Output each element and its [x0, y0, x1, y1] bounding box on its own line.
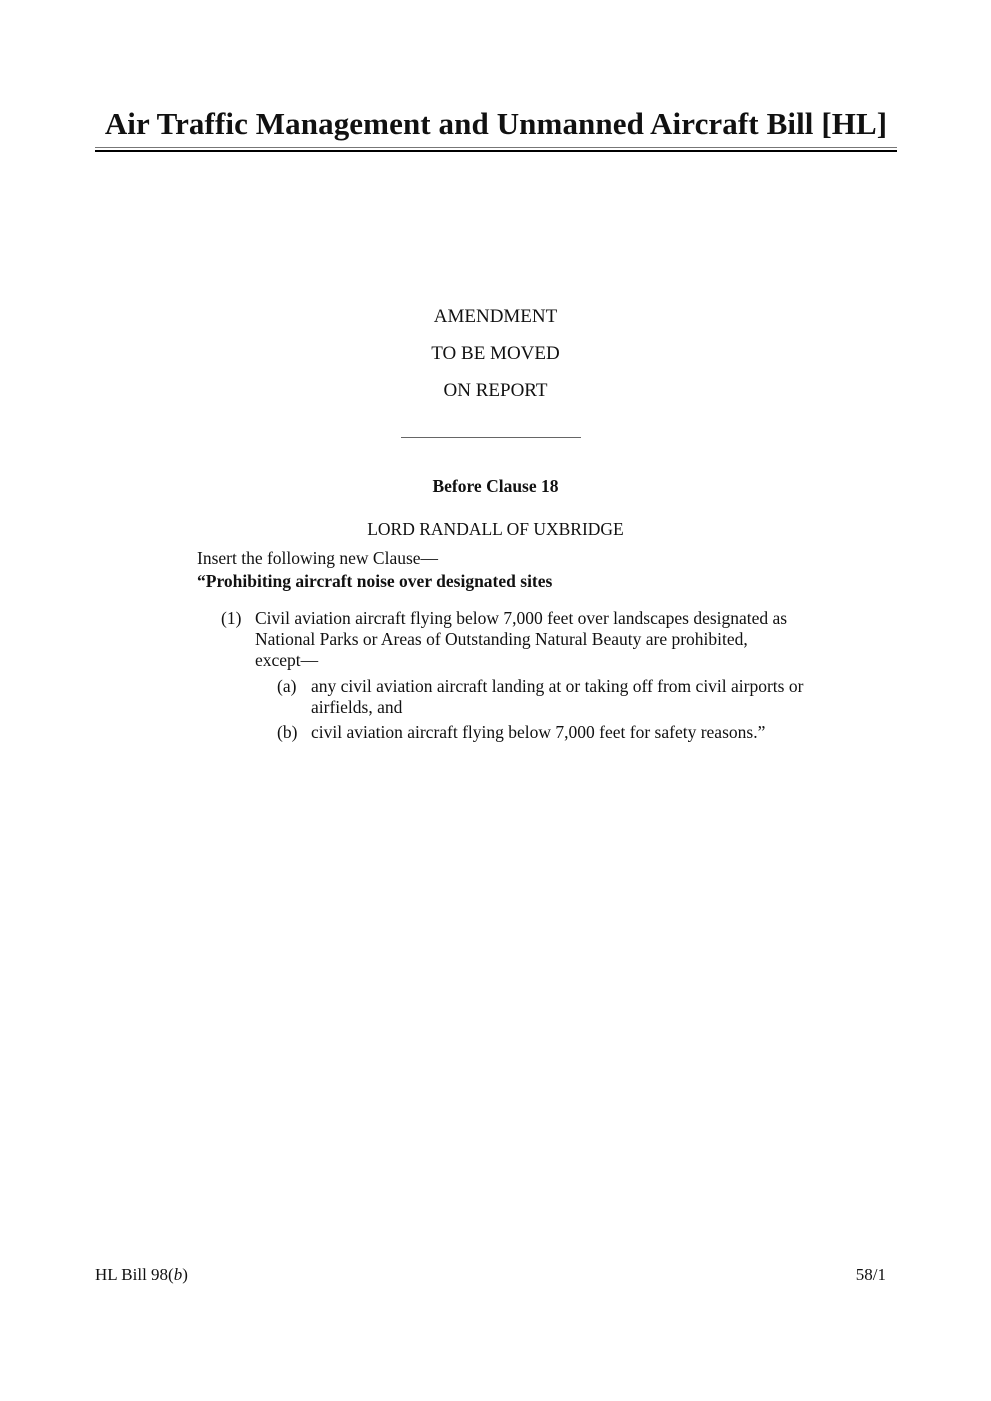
page-reference: 58/1	[855, 1265, 886, 1284]
bill-title: Air Traffic Management and Unmanned Aircraft Bill [HL]	[104, 106, 888, 141]
title-rule-thin	[95, 147, 897, 148]
subsection-line: except—	[255, 650, 319, 670]
paragraph-b-line: civil aviation aircraft flying below 7,000 feet for safety reasons.”	[311, 722, 766, 742]
heading-on-report: ON REPORT	[443, 380, 548, 401]
paragraph-letter-a: (a)	[277, 676, 297, 696]
bill-reference	[95, 1264, 188, 1286]
mover-name: LORD RANDALL OF UXBRIDGE	[367, 519, 624, 539]
heading-amendment: AMENDMENT	[433, 306, 558, 327]
bill-ref-suffix: )	[182, 1265, 188, 1284]
subsection-line: Civil aviation aircraft flying below 7,000 feet over landscapes designated as	[255, 608, 788, 628]
heading-divider	[401, 437, 581, 438]
bill-ref-print-letter: b	[173, 1265, 183, 1284]
clause-title: “Prohibiting aircraft noise over designated sites	[197, 571, 553, 591]
subsection-number: (1)	[221, 608, 242, 628]
subsection-line: National Parks or Areas of Outstanding Natural Beauty are prohibited,	[255, 629, 748, 649]
section-heading: Before Clause 18	[432, 476, 559, 496]
paragraph-a-line: any civil aviation aircraft landing at or taking off from civil airports or	[311, 676, 804, 696]
heading-to-be-moved: TO BE MOVED	[431, 343, 560, 364]
instruction-text: Insert the following new Clause—	[197, 548, 439, 568]
title-rule-thick	[95, 150, 897, 152]
bill-ref-prefix: HL Bill 98(	[95, 1265, 174, 1284]
paragraph-a-line: airfields, and	[311, 697, 403, 717]
paragraph-letter-b: (b)	[277, 722, 298, 742]
